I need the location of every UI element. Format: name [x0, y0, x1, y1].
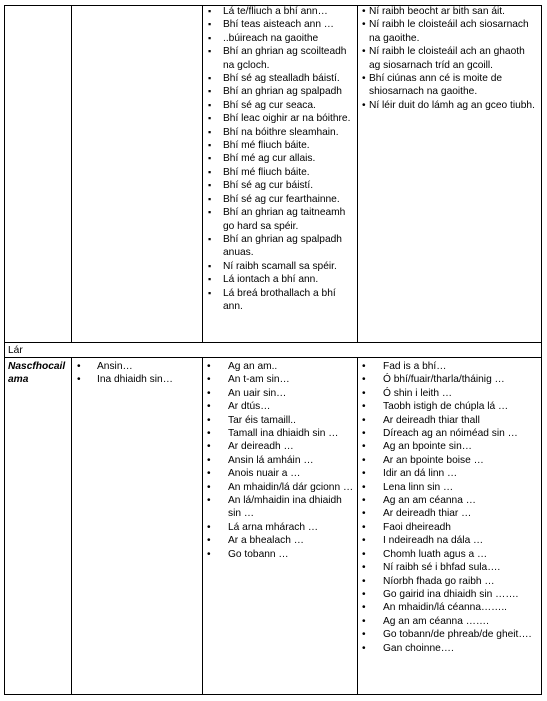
- list-item: ▪ Bhí sé ag cur fearthainne.: [208, 193, 354, 206]
- list-item: • I ndeireadh na dála …: [358, 534, 540, 547]
- list-item: ▪ Bhí sé ag cur báistí.: [208, 179, 354, 192]
- table-line-col1: [71, 5, 72, 343]
- table-line-col1b: [71, 357, 72, 695]
- list-item: ▪ Bhí mé fliuch báite.: [208, 139, 354, 152]
- list-item: • An lá/mhaidin ina dhiaidh sin …: [203, 494, 355, 521]
- table-line-section: [4, 342, 542, 343]
- list-item: • Lá arna mhárach …: [203, 521, 355, 534]
- connectives-col2-list: [203, 360, 355, 561]
- list-item: ▪ Bhí teas aisteach ann …: [208, 18, 354, 31]
- list-item: • Tar éis tamaill..: [203, 414, 355, 427]
- list-item: ▪ Bhí sé ag stealladh báistí.: [208, 72, 354, 85]
- list-item: • Ó bhí/fuair/tharla/tháinig …: [358, 373, 540, 386]
- list-item: • An uair sin…: [203, 387, 355, 400]
- list-item: • Ansin lá amháin …: [203, 454, 355, 467]
- list-item: ▪ Bhí sé ag cur seaca.: [208, 99, 354, 112]
- list-item: ▪ Lá breá brothallach a bhí ann.: [208, 287, 354, 314]
- list-item: ▪ Bhí leac oighir ar na bóithre.: [208, 112, 354, 125]
- table-line-lar: [4, 357, 542, 358]
- list-item: • Idir an dá linn …: [358, 467, 540, 480]
- list-item: • Ní raibh le cloisteáil ach an ghaoth ag siosarnach tríd an gcoill.: [362, 45, 538, 72]
- connectives-col1-cell: [73, 360, 201, 387]
- list-item: • Bhí ciúnas ann cé is moite de shiosarnach na gaoithe.: [362, 72, 538, 99]
- connectives-col3-cell: [358, 360, 540, 655]
- list-item: • Ní raibh sé i bhfad sula….: [358, 561, 540, 574]
- list-item: ▪ Bhí na bóithre sleamhain.: [208, 126, 354, 139]
- list-item: • Ar deireadh thiar thall: [358, 414, 540, 427]
- list-item: • Ansin…: [73, 360, 201, 373]
- list-item: ▪ ..búireach na gaoithe: [208, 32, 354, 45]
- list-item: ▪ Lá iontach a bhí ann.: [208, 273, 354, 286]
- list-item: • Tamall ina dhiaidh sin …: [203, 427, 355, 440]
- list-item: • Go tobann …: [203, 548, 355, 561]
- table-line-left: [4, 5, 5, 695]
- list-item: ▪ Bhí an ghrian ag scoilteadh na gcloch.: [208, 45, 354, 72]
- weather-phrases-cell: [208, 5, 354, 313]
- table-line-col3: [357, 5, 358, 343]
- list-item: • Ó shin i leith …: [358, 387, 540, 400]
- table-line-bottom: [4, 694, 542, 695]
- list-item: • Ag an am céanna …: [358, 494, 540, 507]
- list-item: • Ag an am céanna …….: [358, 615, 540, 628]
- list-item: • Go tobann/de phreab/de gheit….: [358, 628, 540, 641]
- row-label-nascfhocail: Nascfhocail ama: [8, 361, 66, 386]
- weather-phrases-list: [208, 5, 354, 313]
- list-item: ▪ Bhí an ghrian ag spalpadh anuas.: [208, 233, 354, 260]
- list-item: • An mhaidin/lá dár gcionn …: [203, 481, 355, 494]
- table-line-right: [541, 5, 542, 695]
- list-item: ▪ Bhí mé ag cur allais.: [208, 152, 354, 165]
- list-item: • Ag an am..: [203, 360, 355, 373]
- list-item: • Go gairid ina dhiaidh sin …….: [358, 588, 540, 601]
- list-item: • Chomh luath agus a …: [358, 548, 540, 561]
- table-line-col2: [202, 5, 203, 343]
- connectives-col2-cell: [203, 360, 355, 561]
- list-item: • Ag an bpointe sin…: [358, 440, 540, 453]
- connectives-col3-list: [358, 360, 540, 655]
- list-item: • Ar dtús…: [203, 400, 355, 413]
- section-label-lar: Lár: [8, 345, 23, 356]
- list-item: • Díreach ag an nóiméad sin …: [358, 427, 540, 440]
- list-item: • Taobh istigh de chúpla lá …: [358, 400, 540, 413]
- list-item: • Ní léir duit do lámh ag an gceo tiubh.: [362, 99, 538, 112]
- list-item: ▪ Bhí mé fliuch báite.: [208, 166, 354, 179]
- list-item: • Níorbh fhada go raibh …: [358, 575, 540, 588]
- list-item: • Gan choinne….: [358, 642, 540, 655]
- list-item: • Lena linn sin …: [358, 481, 540, 494]
- list-item: • An t-am sin…: [203, 373, 355, 386]
- list-item: • Faoi dheireadh: [358, 521, 540, 534]
- list-item: • Ar an bpointe boise …: [358, 454, 540, 467]
- list-item: ▪ Bhí an ghrian ag spalpadh: [208, 85, 354, 98]
- list-item: • Ar deireadh thiar …: [358, 507, 540, 520]
- list-item: ▪ Ní raibh scamall sa spéir.: [208, 260, 354, 273]
- list-item: • Ní raibh le cloisteáil ach siosarnach na gaoithe.: [362, 18, 538, 45]
- list-item: ▪ Lá te/fliuch a bhí ann…: [208, 5, 354, 18]
- connectives-col1-list: [73, 360, 201, 387]
- list-item: • Ní raibh beocht ar bith san áit.: [362, 5, 538, 18]
- list-item: • Anois nuair a …: [203, 467, 355, 480]
- list-item: • Ar deireadh …: [203, 440, 355, 453]
- atmosphere-phrases-list: [362, 5, 538, 112]
- list-item: ▪ Bhí an ghrian ag taitneamh go hard sa spéir.: [208, 206, 354, 233]
- list-item: • Ina dhiaidh sin…: [73, 373, 201, 386]
- list-item: • An mhaidin/lá céanna……..: [358, 601, 540, 614]
- list-item: • Fad is a bhí…: [358, 360, 540, 373]
- list-item: • Ar a bhealach …: [203, 534, 355, 547]
- atmosphere-phrases-cell: [362, 5, 538, 112]
